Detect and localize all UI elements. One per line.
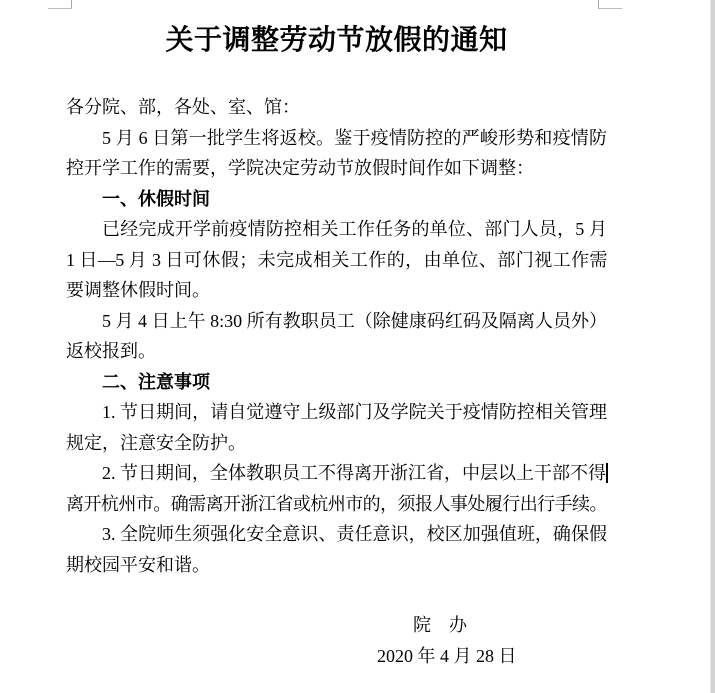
text-line-content: 一、休假时间 <box>102 188 210 209</box>
text-line-content: 3. 全院师生须强化安全意识、责任意识，校区加强值班，确保假 <box>102 524 607 544</box>
text-line-content: 要调整休假时间。 <box>66 280 210 300</box>
text-line[interactable] <box>66 92 607 123</box>
text-line-content: 期校园平安和谐。 <box>66 554 210 575</box>
text-line-content: 返校报到。 <box>66 341 156 361</box>
text-line-content: 5 月 6 日第一批学生将返校。鉴于疫情防控的严峻形势和疫情防 <box>102 127 607 148</box>
text-line-content: 规定，注意安全防护。 <box>66 432 246 453</box>
text-line[interactable] <box>66 153 607 184</box>
text-line[interactable] <box>66 397 607 428</box>
text-line-content: 离开杭州市。确需离开浙江省或杭州市的，须报人事处履行出行手续。 <box>66 493 607 514</box>
text-line-content: 1 日—5 月 3 日可休假；未完成相关工作的，由单位、部门视工作需 <box>66 249 607 270</box>
text-cursor <box>606 463 608 483</box>
text-line[interactable] <box>66 519 607 550</box>
signature-date[interactable]: 2020 年 4 月 28 日 <box>377 645 517 666</box>
document-body[interactable] <box>66 0 607 693</box>
document-lines <box>66 92 607 580</box>
text-line-content: 2. 节日期间，全体教职员工不得离开浙江省，中层以上干部不得 <box>102 463 606 483</box>
text-line-content: 控开学工作的需要，学院决定劳动节放假时间作如下调整： <box>66 158 534 178</box>
text-line[interactable] <box>66 489 607 520</box>
text-line[interactable] <box>66 458 607 489</box>
text-line[interactable] <box>66 123 607 154</box>
text-line[interactable] <box>66 336 607 367</box>
document-title[interactable]: 关于调整劳动节放假的通知 <box>165 25 508 56</box>
signature-name[interactable]: 院 办 <box>413 615 467 635</box>
page-edge-strip <box>710 0 715 693</box>
text-line[interactable] <box>66 245 607 276</box>
section-heading[interactable] <box>66 367 607 398</box>
text-line[interactable] <box>66 428 607 459</box>
text-line[interactable] <box>66 306 607 337</box>
text-line[interactable] <box>66 550 607 581</box>
signature-block <box>66 610 607 671</box>
text-line-content: 各分院、部，各处、室、馆： <box>66 97 300 117</box>
text-line-content: 1. 节日期间，请自觉遵守上级部门及学院关于疫情防控相关管理 <box>102 402 607 422</box>
text-line[interactable] <box>66 214 607 245</box>
text-line-content: 5 月 4 日上午 8:30 所有教职员工（除健康码红码及隔离人员外） <box>102 310 607 331</box>
text-line[interactable] <box>66 275 607 306</box>
section-heading[interactable] <box>66 184 607 215</box>
text-line-content: 已经完成开学前疫情防控相关工作任务的单位、部门人员，5 月 <box>102 219 607 239</box>
text-line-content: 二、注意事项 <box>102 371 210 392</box>
